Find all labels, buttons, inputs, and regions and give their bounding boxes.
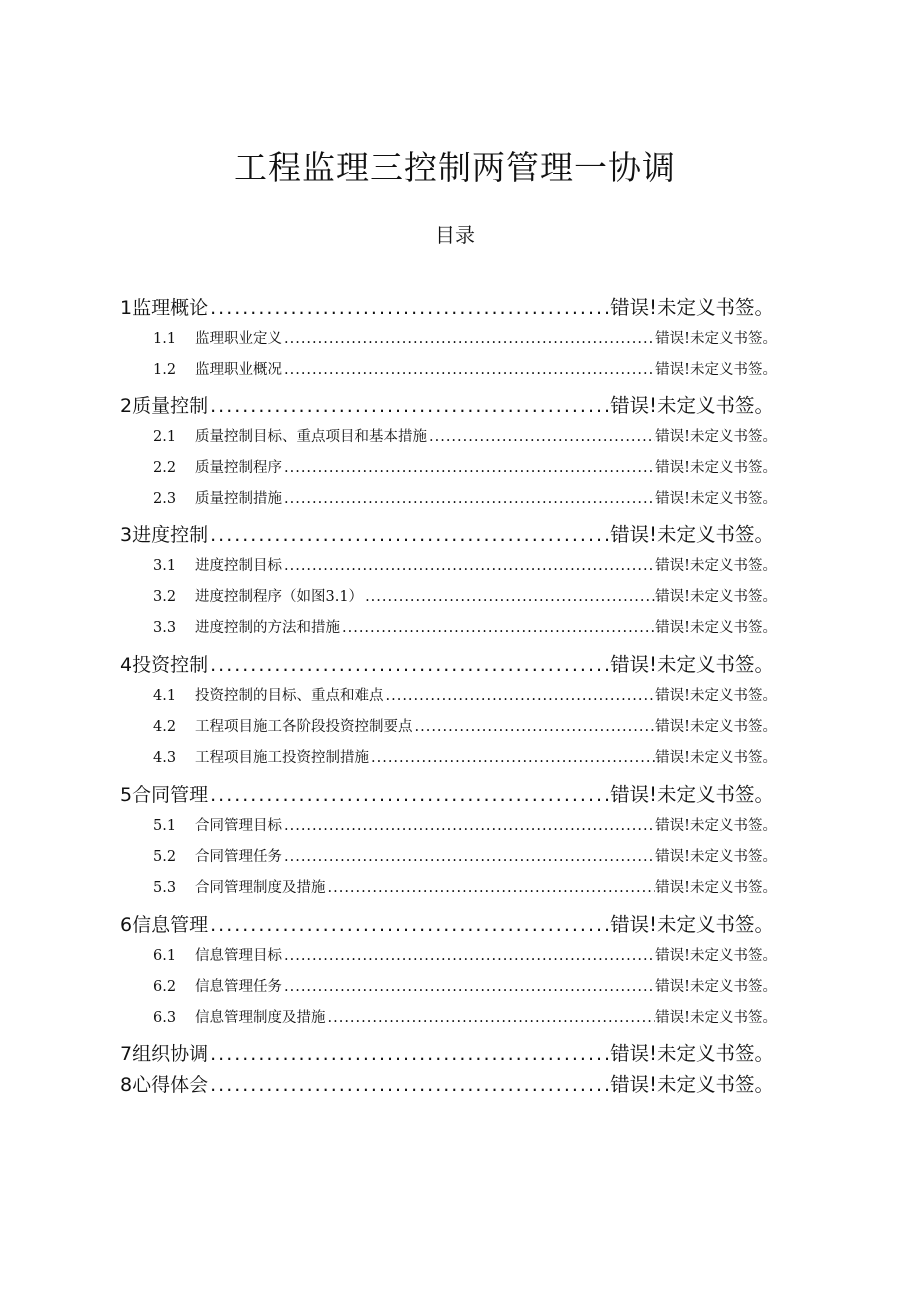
toc-entry-title: 进度控制程序（如图3.1） [195, 589, 364, 605]
toc-chapter-entry[interactable] [120, 1038, 774, 1068]
toc-entry-title: 监理职业概况 [195, 362, 282, 378]
toc-section-entry[interactable] [153, 684, 777, 710]
toc-page-reference: 错误!未定义书签。 [655, 429, 777, 445]
toc-entry-title: 信息管理制度及措施 [195, 1010, 326, 1026]
toc-page-reference: 错误!未定义书签。 [610, 1073, 774, 1096]
dot-leader [282, 362, 655, 378]
toc-section-entry[interactable] [153, 746, 777, 772]
toc-entry-title: 信息管理 [132, 914, 209, 936]
dot-leader [326, 1010, 656, 1026]
toc-page-reference: 错误!未定义书签。 [655, 880, 777, 896]
toc-entry-title: 投资控制的目标、重点和难点 [195, 688, 384, 704]
dot-leader [427, 429, 655, 445]
dot-leader [208, 914, 610, 936]
toc-section-entry[interactable] [153, 1006, 777, 1032]
toc-entry-title: 心得体会 [132, 1074, 209, 1096]
toc-entry-title: 质量控制目标、重点项目和基本措施 [195, 429, 427, 445]
toc-section-entry[interactable] [153, 585, 777, 611]
toc-entry-number: 5.1 [153, 818, 177, 834]
toc-entry-number: 6.1 [153, 948, 177, 964]
toc-page-reference: 错误!未定义书签。 [655, 979, 777, 995]
dot-leader [282, 948, 655, 964]
toc-page-reference: 错误!未定义书签。 [610, 394, 774, 417]
toc-entry-number: 6.2 [153, 979, 177, 995]
dot-leader [208, 654, 610, 676]
toc-page-reference: 错误!未定义书签。 [610, 523, 774, 546]
dot-leader [208, 1043, 610, 1065]
toc-entry-title: 合同管理 [132, 784, 209, 806]
toc-page-reference: 错误!未定义书签。 [655, 589, 777, 605]
toc-entry-title: 合同管理目标 [195, 818, 282, 834]
toc-entry-number: 4.2 [153, 719, 177, 735]
toc-chapter-entry[interactable] [120, 519, 774, 549]
toc-section-entry[interactable] [153, 425, 777, 451]
toc-entry-number: 2 [120, 395, 133, 417]
toc-section-entry[interactable] [153, 975, 777, 1001]
dot-leader [282, 460, 655, 476]
dot-leader [282, 979, 655, 995]
toc-page-reference: 错误!未定义书签。 [655, 362, 777, 378]
toc-entry-title: 组织协调 [132, 1043, 209, 1065]
toc-entry-title: 进度控制的方法和措施 [195, 620, 340, 636]
toc-section-entry[interactable] [153, 358, 777, 384]
toc-entry-number: 5 [120, 784, 133, 806]
toc-entry-number: 2.1 [153, 429, 177, 445]
toc-page-reference: 错误!未定义书签。 [655, 460, 777, 476]
toc-page-reference: 错误!未定义书签。 [610, 653, 774, 676]
toc-section-entry[interactable] [153, 554, 777, 580]
dot-leader [208, 1074, 610, 1096]
toc-entry-title: 质量控制 [132, 395, 209, 417]
toc-entry-number: 5.2 [153, 849, 177, 865]
toc-page-reference: 错误!未定义书签。 [655, 719, 777, 735]
toc-page-reference: 错误!未定义书签。 [610, 1042, 774, 1065]
dot-leader [282, 849, 655, 865]
toc-entry-title: 信息管理任务 [195, 979, 282, 995]
document-title: 工程监理三控制两管理一协调 [234, 148, 676, 187]
toc-section-entry[interactable] [153, 616, 777, 642]
toc-entry-title: 进度控制目标 [195, 558, 282, 574]
toc-chapter-entry[interactable] [120, 649, 774, 679]
dot-leader [282, 558, 655, 574]
toc-entry-title: 合同管理制度及措施 [195, 880, 326, 896]
toc-entry-title: 投资控制 [132, 654, 209, 676]
toc-entry-number: 1.1 [153, 331, 177, 347]
toc-entry-title: 工程项目施工投资控制措施 [195, 750, 369, 766]
toc-page-reference: 错误!未定义书签。 [610, 296, 774, 319]
dot-leader [326, 880, 656, 896]
toc-entry-number: 4.3 [153, 750, 177, 766]
toc-page-reference: 错误!未定义书签。 [655, 818, 777, 834]
toc-entry-number: 4 [120, 654, 133, 676]
toc-page-reference: 错误!未定义书签。 [655, 1010, 777, 1026]
dot-leader [384, 688, 656, 704]
dot-leader [282, 331, 655, 347]
toc-chapter-entry[interactable] [120, 292, 774, 322]
toc-entry-number: 3.1 [153, 558, 177, 574]
toc-page-reference: 错误!未定义书签。 [655, 688, 777, 704]
toc-section-entry[interactable] [153, 814, 777, 840]
toc-entry-number: 5.3 [153, 880, 177, 896]
toc-entry-number: 2.2 [153, 460, 177, 476]
toc-section-entry[interactable] [153, 845, 777, 871]
toc-page-reference: 错误!未定义书签。 [655, 948, 777, 964]
toc-section-entry[interactable] [153, 327, 777, 353]
toc-entry-number: 6.3 [153, 1010, 177, 1026]
toc-section-entry[interactable] [153, 456, 777, 482]
dot-leader [208, 395, 610, 417]
toc-entry-title: 监理职业定义 [195, 331, 282, 347]
toc-entry-number: 7 [120, 1043, 133, 1065]
toc-entry-title: 进度控制 [132, 524, 209, 546]
dot-leader [208, 784, 610, 806]
toc-entry-title: 质量控制程序 [195, 460, 282, 476]
toc-chapter-entry[interactable] [120, 909, 774, 939]
toc-page-reference: 错误!未定义书签。 [655, 491, 777, 507]
toc-page-reference: 错误!未定义书签。 [655, 331, 777, 347]
dot-leader [282, 818, 655, 834]
toc-entry-number: 2.3 [153, 491, 177, 507]
toc-entry-number: 4.1 [153, 688, 177, 704]
toc-chapter-entry[interactable] [120, 1069, 774, 1099]
dot-leader [282, 491, 655, 507]
toc-entry-title: 合同管理任务 [195, 849, 282, 865]
toc-entry-number: 1.2 [153, 362, 177, 378]
toc-entry-title: 工程项目施工各阶段投资控制要点 [195, 719, 413, 735]
toc-entry-title: 信息管理目标 [195, 948, 282, 964]
toc-chapter-entry[interactable] [120, 390, 774, 420]
toc-entry-number: 6 [120, 914, 133, 936]
toc-entry-number: 8 [120, 1074, 133, 1096]
toc-section-entry[interactable] [153, 487, 777, 513]
dot-leader [208, 524, 610, 546]
toc-page-reference: 错误!未定义书签。 [655, 750, 777, 766]
toc-heading: 目录 [435, 223, 475, 247]
dot-leader [340, 620, 655, 636]
toc-entry-number: 1 [120, 297, 133, 319]
toc-section-entry[interactable] [153, 876, 777, 902]
toc-chapter-entry[interactable] [120, 779, 774, 809]
toc-entry-title: 质量控制措施 [195, 491, 282, 507]
toc-entry-number: 3.3 [153, 620, 177, 636]
dot-leader [369, 750, 655, 766]
toc-page-reference: 错误!未定义书签。 [655, 620, 777, 636]
toc-entry-number: 3 [120, 524, 133, 546]
dot-leader [413, 719, 656, 735]
dot-leader [208, 297, 610, 319]
dot-leader [363, 589, 655, 605]
toc-section-entry[interactable] [153, 715, 777, 741]
toc-page-reference: 错误!未定义书签。 [610, 783, 774, 806]
toc-page-reference: 错误!未定义书签。 [655, 849, 777, 865]
toc-entry-number: 3.2 [153, 589, 177, 605]
toc-entry-title: 监理概论 [132, 297, 209, 319]
toc-page-reference: 错误!未定义书签。 [610, 913, 774, 936]
toc-page-reference: 错误!未定义书签。 [655, 558, 777, 574]
toc-section-entry[interactable] [153, 944, 777, 970]
